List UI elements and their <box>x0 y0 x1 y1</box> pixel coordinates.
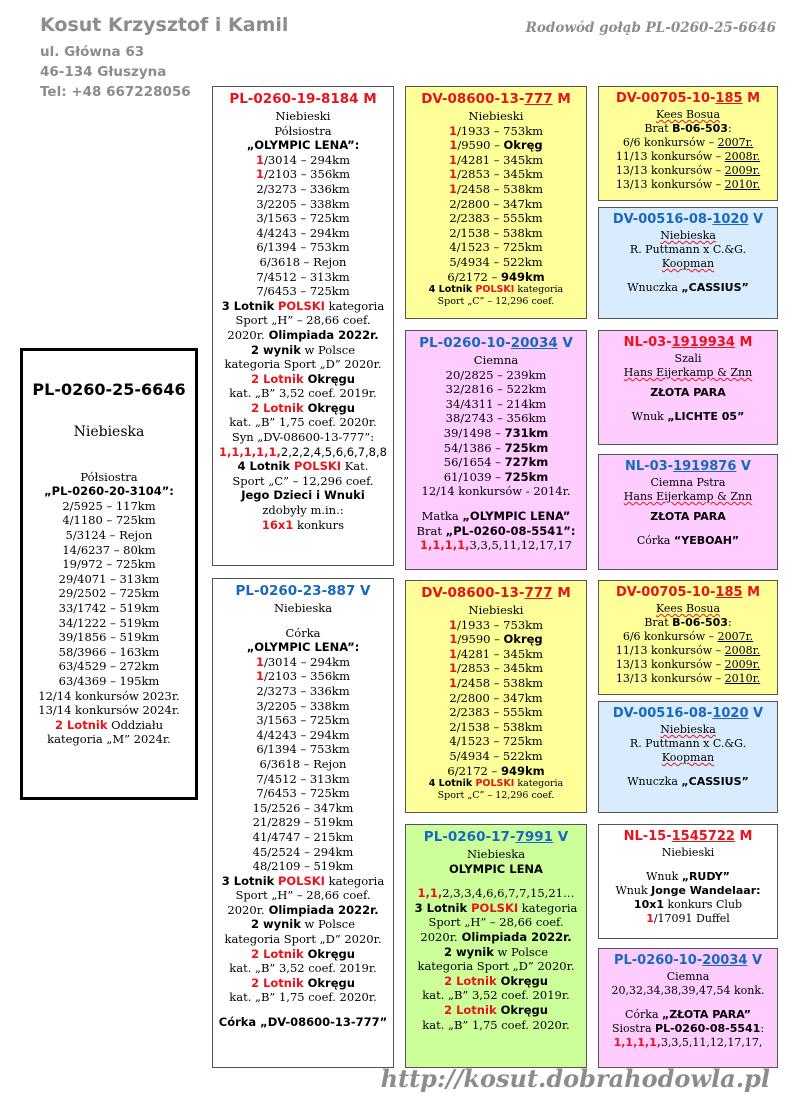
grandfather-dv777-card-1 <box>405 86 587 319</box>
result-position: 1 <box>448 675 457 690</box>
ggp3-name: Kees Bosua <box>655 602 721 615</box>
result-line: 1/2853 – 345km <box>448 661 544 676</box>
result-line: 1/1933 – 753km <box>448 617 544 632</box>
ggm-dv1020-card-1 <box>598 207 778 319</box>
result-line: 2/2383 – 555km <box>449 211 543 226</box>
result-line: 7/6453 – 725km <box>256 284 350 299</box>
result-line: 38/2743 – 356km <box>445 411 547 426</box>
result-line: 6/3618 – Rejon <box>259 254 347 269</box>
result-line: 3/1563 – 725km <box>256 211 350 226</box>
father-relative-name: „OLYMPIC LENA”: <box>246 138 360 153</box>
ggp4-club: 10x1 konkurs Club <box>633 898 743 911</box>
ggm4-siostra: Siostra PL-0260-08-5541: <box>611 1022 765 1035</box>
gp1-color: Niebieski <box>468 109 524 123</box>
result-line: 32/2816 – 522km <box>445 382 547 397</box>
main-result-line: 33/1742 – 519km <box>58 600 160 615</box>
result-position: 1 <box>255 152 264 167</box>
father-results <box>213 153 393 299</box>
main-result-line: „PL-0260-20-3104”: <box>44 484 174 499</box>
father-color: Niebieski <box>275 109 331 123</box>
address-line-1: ul. Główna 63 <box>40 44 145 60</box>
ggm-20034-card <box>598 948 778 1068</box>
ggp1-lines <box>599 136 777 192</box>
result-year: 2007r. <box>717 630 754 643</box>
ggm4-results: 20,32,34,38,39,47,54 konk. <box>611 984 765 997</box>
ggm4-sis-results: 1,1,1,1,3,3,5,11,12,17,17, <box>613 1036 763 1049</box>
result-line: 1/2103 – 356km <box>255 167 351 182</box>
ggp-nl722-card <box>598 824 778 939</box>
result-line: 1/2103 – 356km <box>255 669 351 684</box>
gm1-konkurs: 12/14 konkursów - 2014r. <box>421 484 571 499</box>
ggm1-ring: DV-00516-08-1020 V <box>612 212 764 227</box>
ggp3-brat: Brat B-06-503: <box>644 616 732 629</box>
father-son-results: 1,1,1,1,1,2,2,2,4,5,6,6,7,8,8 <box>219 444 387 459</box>
ggp4-ring: NL-15-1545722 M <box>623 829 753 844</box>
ggm4-color: Ciemna <box>666 970 710 983</box>
mother-color: Niebieska <box>273 601 333 615</box>
ggm-nl876-card <box>598 454 778 570</box>
main-result-line: 12/14 konkursów 2023r. <box>38 688 180 703</box>
gp3-award-5: 2 Lotnik Okręgu <box>444 1002 548 1017</box>
father-award-2: 2020r. Olimpiada 2022r. <box>227 327 379 342</box>
result-line: 1/2458 – 538km <box>448 181 544 196</box>
gp3-award-1: 3 Lotnik POLSKI kategoria <box>414 900 578 915</box>
main-result-line: 63/4369 – 195km <box>58 673 160 688</box>
result-position: 1 <box>255 669 264 684</box>
gp3-award-1b: Sport „H” – 28,66 coef. <box>428 915 564 930</box>
main-results <box>23 470 195 718</box>
main-color: Niebieska <box>73 424 145 440</box>
gp1-ring: DV-08600-13-777 M <box>421 91 571 107</box>
result-position: 1 <box>448 152 457 167</box>
gp3-award-4b: kat. „B” 3,52 coef. 2019r. <box>422 988 570 1003</box>
result-year: 2009r. <box>724 164 761 177</box>
result-line: 13/13 konkursów – 2010r. <box>615 672 761 685</box>
ggp2-breeder: Hans Eijerkamp & Znn <box>623 366 753 379</box>
result-position: 1 <box>448 181 457 196</box>
ggp2-pair: ZŁOTA PARA <box>650 386 726 399</box>
result-line: 6/6 konkursów – 2007r. <box>622 630 754 643</box>
ggp1-brat: Brat B-06-503: <box>644 122 732 135</box>
father-kids-1: Jego Dzieci i Wnuki <box>241 488 365 503</box>
result-line: 3/1563 – 725km <box>256 713 350 728</box>
ggp4-duffel: 1/17091 Duffel <box>646 912 730 925</box>
ggm3-color: Niebieska <box>660 723 716 736</box>
result-bold: 727km <box>504 455 549 470</box>
result-line: 6/1394 – 753km <box>256 240 350 255</box>
mother-card <box>212 578 394 1068</box>
result-line: 2/1538 – 538km <box>449 225 543 240</box>
result-position: 1 <box>448 123 457 138</box>
main-result-line: 14/6237 – 80km <box>62 542 156 557</box>
result-position: 1 <box>449 632 458 647</box>
gp3-ring: PL-0260-17-7991 V <box>423 829 569 845</box>
mother-award-5b: kat. „B” 1,75 coef. 2020r. <box>229 990 377 1005</box>
result-line: 6/2172 – 949km <box>447 269 545 284</box>
main-result-line: 34/1222 – 519km <box>58 615 160 630</box>
ggm3-wnuczka: Wnuczka „CASSIUS” <box>627 775 749 788</box>
ggm2-ring: NL-03-1919876 V <box>625 459 751 474</box>
ggm3-ring: DV-00516-08-1020 V <box>612 706 764 721</box>
gp2-ring: DV-08600-13-777 M <box>421 585 571 601</box>
result-line: 6/6 konkursów – 2007r. <box>622 136 754 149</box>
result-line: 13/13 konkursów – 2010r. <box>615 178 761 191</box>
result-line: 54/1386 – 725km <box>443 440 549 455</box>
main-result-line: 2/5925 – 117km <box>62 498 156 513</box>
ggm-dv1020-card-2 <box>598 701 778 813</box>
result-line: 2/2800 – 347km <box>449 690 543 705</box>
ggm1-color: Niebieska <box>660 229 716 242</box>
main-ring: PL-0260-25-6646 <box>32 380 186 399</box>
main-result-line: 19/972 – 725km <box>62 557 156 572</box>
result-year: 2009r. <box>724 658 761 671</box>
result-line: 13/13 konkursów – 2009r. <box>615 658 761 671</box>
mother-award-4b: kat. „B” 3,52 coef. 2019r. <box>229 961 377 976</box>
gm1-brat: Brat „PL-0260-08-5541”: <box>416 523 576 538</box>
breeder-name: Kosut Krzysztof i Kamil <box>40 14 289 36</box>
result-line: 1/9590 – Okręg <box>449 632 543 647</box>
main-result-line: 5/3124 – Rejon <box>65 527 153 542</box>
ggp2-ring: NL-03-1919934 M <box>623 335 753 350</box>
ggm2-pair: ZŁOTA PARA <box>650 510 726 523</box>
result-line: 39/1498 – 731km <box>443 425 549 440</box>
mother-results <box>213 655 393 874</box>
result-line: 56/1654 – 727km <box>443 455 549 470</box>
ggp1-ring: DV-00705-10-185 M <box>615 91 761 106</box>
father-award-3b: kategoria Sport „D” 2020r. <box>224 357 382 372</box>
result-line: 7/6453 – 725km <box>256 786 350 801</box>
main-result-line: 29/2502 – 725km <box>58 586 160 601</box>
ggm2-breeder: Hans Eijerkamp & Znn <box>623 490 753 503</box>
result-line: 1/1933 – 753km <box>448 123 544 138</box>
result-line: 7/4512 – 313km <box>256 269 350 284</box>
ggp3-lines <box>599 630 777 686</box>
mother-award-1b: Sport „H” – 28,66 coef. <box>235 888 371 903</box>
result-line: 6/1394 – 753km <box>256 742 350 757</box>
result-position: 1 <box>448 661 457 676</box>
main-result-line: 29/4071 – 313km <box>58 571 160 586</box>
result-position: 1 <box>255 654 264 669</box>
gp2-award-2: Sport „C” – 12,296 coef. <box>437 790 555 802</box>
main-result-line: 63/4529 – 272km <box>58 659 160 674</box>
ggp-dv185-card-2 <box>598 580 778 695</box>
ggm2-corka: Córka “YEBOAH” <box>636 534 740 547</box>
gp1-results <box>406 124 586 285</box>
father-award-1b: Sport „H” – 28,66 coef. <box>235 313 371 328</box>
grandfather-dv777-card-2 <box>405 580 587 813</box>
ggp3-ring: DV-00705-10-185 M <box>615 585 761 600</box>
result-line: 6/2172 – 949km <box>447 763 545 778</box>
father-relation: Półsiostra <box>274 123 332 138</box>
gm1-brat-results: 1,1,1,1,3,3,5,11,12,17,17 <box>420 538 572 553</box>
result-line: 6/3618 – Rejon <box>259 756 347 771</box>
main-award-line2: kategoria „M” 2024r. <box>47 732 171 747</box>
grandparent-olympic-lena-card <box>405 824 587 1068</box>
mother-ring: PL-0260-23-887 V <box>235 583 371 599</box>
father-ring: PL-0260-19-8184 M <box>229 91 377 107</box>
father-kids-3: 16x1 konkurs <box>261 517 345 532</box>
main-result-line: 39/1856 – 519km <box>58 630 160 645</box>
result-line: 1/4281 – 345km <box>448 152 544 167</box>
father-award-6b: Sport „C” – 12,296 coef. <box>232 473 374 488</box>
result-line: 5/4934 – 522km <box>449 254 543 269</box>
result-bold: 725km <box>504 440 549 455</box>
mother-relation: Córka <box>285 625 321 640</box>
ggm2-color: Ciemna Pstra <box>650 476 726 489</box>
gp3-award-3: 2 wynik w Polsce <box>443 944 549 959</box>
mother-award-3: 2 wynik w Polsce <box>250 917 356 932</box>
result-line: 1/9590 – Okręg <box>449 138 543 153</box>
father-award-3: 2 wynik w Polsce <box>250 342 356 357</box>
result-position: 1 <box>449 138 458 153</box>
main-bird-card <box>20 348 198 800</box>
pedigree-title: Rodowód gołąb PL-0260-25-6646 <box>525 20 776 36</box>
result-line: 45/2524 – 294km <box>252 844 354 859</box>
result-line: 2/3273 – 336km <box>256 683 350 698</box>
father-award-1: 3 Lotnik POLSKI kategoria <box>221 298 385 313</box>
result-line: 3/2205 – 338km <box>256 196 350 211</box>
result-year: 2007r. <box>717 136 754 149</box>
phone: Tel: +48 667228056 <box>40 84 191 100</box>
mother-daughter: Córka „DV-08600-13-777” <box>218 1015 388 1030</box>
father-award-5: 2 Lotnik Okręgu <box>251 400 355 415</box>
gp2-color: Niebieski <box>468 603 524 617</box>
result-line: 48/2109 – 519km <box>252 859 354 874</box>
result-position: 1 <box>255 167 264 182</box>
gp1-award: 4 Lotnik POLSKI kategoria <box>428 284 564 296</box>
address-line-2: 46-134 Głuszyna <box>40 64 167 80</box>
result-line: 34/4311 – 214km <box>445 396 547 411</box>
gm1-color: Ciemna <box>473 353 519 367</box>
result-line: 13/13 konkursów – 2009r. <box>615 164 761 177</box>
ggm3-parents: R. Puttmann x C.&G. <box>629 737 747 750</box>
result-line: 5/4934 – 522km <box>449 748 543 763</box>
result-year: 2008r. <box>724 644 761 657</box>
result-line: 1/3014 – 294km <box>255 654 351 669</box>
main-result-line: Półsiostra <box>80 469 138 484</box>
ggm1-wnuczka: Wnuczka „CASSIUS” <box>627 281 749 294</box>
ggp2-color: Szali <box>674 352 702 365</box>
ggp1-name: Kees Bosua <box>655 108 721 121</box>
gp3-award-4: 2 Lotnik Okręgu <box>444 973 548 988</box>
gm1-matka: Matka „OLYMPIC LENA” <box>421 508 571 523</box>
main-result-line: 58/3966 – 163km <box>58 644 160 659</box>
result-line: 7/4512 – 313km <box>256 771 350 786</box>
mother-award-4: 2 Lotnik Okręgu <box>251 946 355 961</box>
father-card <box>212 86 394 566</box>
gp3-award-3b: kategoria Sport „D” 2020r. <box>417 959 575 974</box>
ggm1-parents2: Koopman <box>661 257 715 270</box>
ggm4-corka: Córka „ZŁOTA PARA” <box>624 1008 752 1021</box>
gp1-award-2: Sport „C” – 12,296 coef. <box>437 296 555 308</box>
result-position: 1 <box>448 646 457 661</box>
ggm3-parents2: Koopman <box>661 751 715 764</box>
result-year: 2008r. <box>724 150 761 163</box>
result-position: 1 <box>448 167 457 182</box>
result-line: 61/1039 – 725km <box>443 469 549 484</box>
result-line: 1/3014 – 294km <box>255 152 351 167</box>
result-bold: 949km <box>500 763 545 778</box>
mother-award-5: 2 Lotnik Okręgu <box>251 975 355 990</box>
father-award-4b: kat. „B” 3,52 coef. 2019r. <box>229 386 377 401</box>
result-year: 2010r. <box>724 178 761 191</box>
ggp2-wnuk: Wnuk „LICHTE 05” <box>631 410 745 423</box>
result-line: 2/2800 – 347km <box>449 196 543 211</box>
main-result-line: 13/14 konkursów 2024r. <box>38 703 180 718</box>
father-award-4: 2 Lotnik Okręgu <box>251 371 355 386</box>
result-line: 1/2458 – 538km <box>448 675 544 690</box>
result-line: 1/2853 – 345km <box>448 167 544 182</box>
result-line: 2/2383 – 555km <box>449 705 543 720</box>
result-year: 2010r. <box>724 672 761 685</box>
gp3-color: Niebieska <box>466 847 526 861</box>
ggp-nl934-card <box>598 330 778 445</box>
result-bold: Okręg <box>503 138 543 153</box>
father-kids-2: zdobyły m.in.: <box>262 503 344 518</box>
mother-award-3b: kategoria Sport „D” 2020r. <box>224 932 382 947</box>
result-line: 4/1523 – 725km <box>449 734 543 749</box>
result-bold: 949km <box>500 269 545 284</box>
gm1-results <box>406 368 586 485</box>
result-line: 2/3273 – 336km <box>256 181 350 196</box>
result-bold: Okręg <box>503 632 543 647</box>
gp3-award-2: 2020r. Olimpiada 2022r. <box>420 929 572 944</box>
gm1-ring: PL-0260-10-20034 V <box>419 335 573 351</box>
result-line: 21/2829 – 519km <box>252 815 354 830</box>
result-line: 4/1523 – 725km <box>449 240 543 255</box>
result-line: 4/4243 – 294km <box>256 727 350 742</box>
result-line: 15/2526 – 347km <box>252 800 354 815</box>
main-award: 2 Lotnik Oddziału <box>54 717 164 732</box>
result-line: 20/2825 – 239km <box>445 367 547 382</box>
gp3-name: OLYMPIC LENA <box>449 861 543 876</box>
father-award-5b: kat. „B” 1,75 coef. 2020r. <box>229 415 377 430</box>
ggp4-wnuk: Wnuk „RUDY” <box>646 870 730 883</box>
main-result-line: 4/1180 – 725km <box>62 513 156 528</box>
result-line: 3/2205 – 338km <box>256 698 350 713</box>
result-line: 11/13 konkursów – 2008r. <box>615 150 761 163</box>
ggp-dv185-card-1 <box>598 86 778 201</box>
ggp4-color: Niebieski <box>661 846 715 859</box>
father-award-6: 4 Lotnik POLSKI Kat. <box>237 459 369 474</box>
result-line: 11/13 konkursów – 2008r. <box>615 644 761 657</box>
mother-award-1: 3 Lotnik POLSKI kategoria <box>221 873 385 888</box>
ggm1-parents: R. Puttmann x C.&G. <box>629 243 747 256</box>
ggp4-wnuk2: Wnuk Jonge Wandelaar: <box>615 884 761 897</box>
result-line: 41/4747 – 215km <box>252 829 354 844</box>
father-son: Syn „DV-08600-13-777”: <box>231 430 375 445</box>
result-line: 2/1538 – 538km <box>449 719 543 734</box>
result-line: 1/4281 – 345km <box>448 646 544 661</box>
result-position: 1 <box>448 617 457 632</box>
ggm4-ring: PL-0260-10-20034 V <box>613 953 763 968</box>
result-bold: 731km <box>504 425 549 440</box>
footer-url[interactable]: http://kosut.dobrahodowla.pl <box>380 1064 770 1093</box>
gp2-award: 4 Lotnik POLSKI kategoria <box>428 778 564 790</box>
grandmother-20034-card <box>405 330 587 570</box>
gp3-award-5b: kat. „B” 1,75 coef. 2020r. <box>422 1017 570 1032</box>
mother-relative-name: „OLYMPIC LENA”: <box>246 640 360 655</box>
gp2-results <box>406 618 586 779</box>
gp3-results: 1,1,2,3,3,4,6,6,7,7,15,21… <box>417 886 575 901</box>
result-line: 4/4243 – 294km <box>256 225 350 240</box>
result-bold: 725km <box>504 469 549 484</box>
mother-award-2: 2020r. Olimpiada 2022r. <box>227 902 379 917</box>
